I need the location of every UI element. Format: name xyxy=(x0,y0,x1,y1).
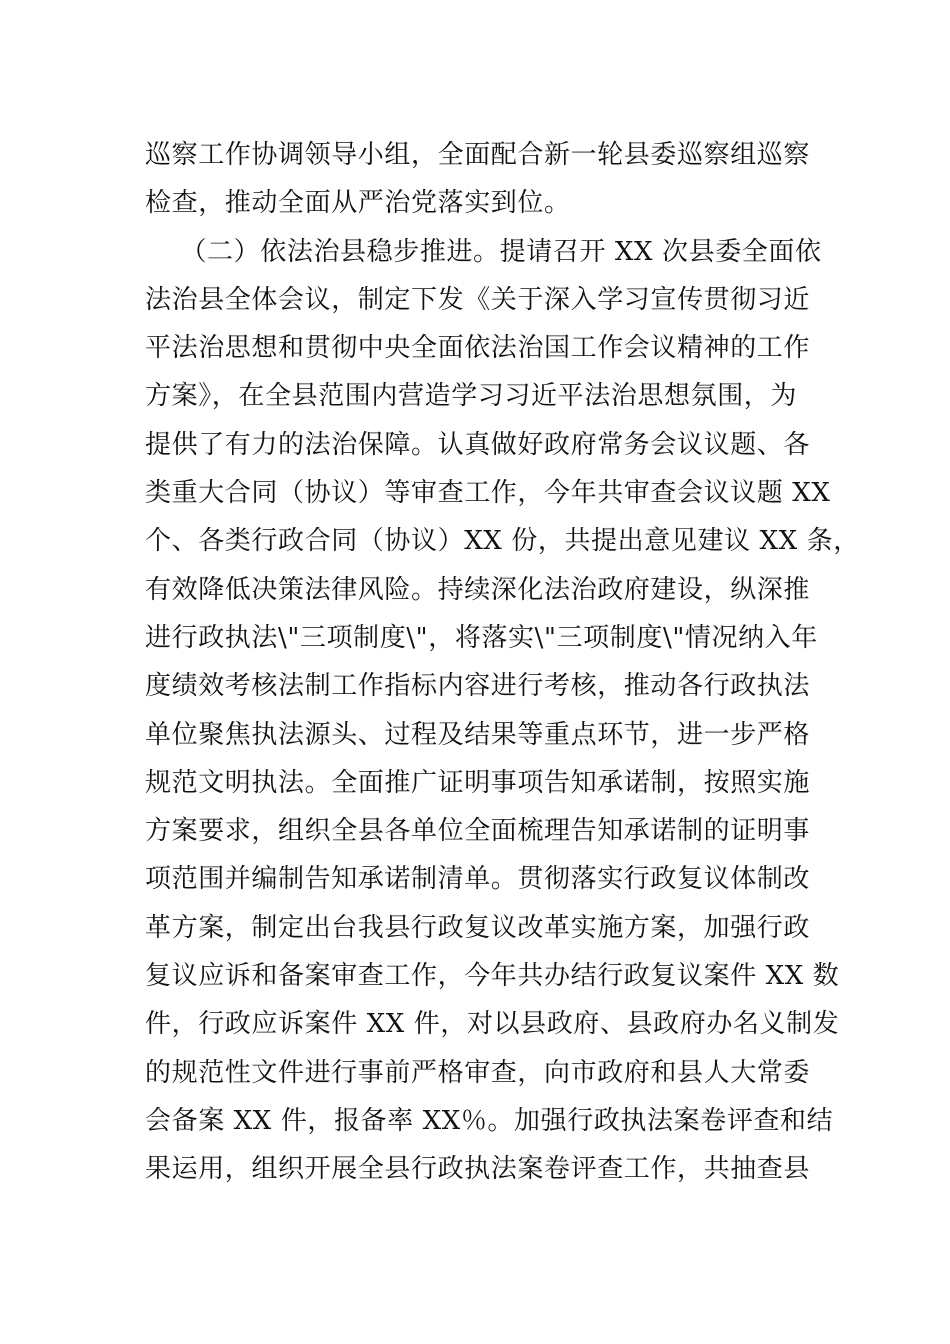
text-line: 方案》，在全县范围内营造学习习近平法治思想氛围，为 xyxy=(145,381,798,412)
text-line: 类重大合同（协议）等审查工作，今年共审查会议议题 XX xyxy=(145,478,831,509)
text-line: 复议应诉和备案审查工作，今年共办结行政复议案件 XX 数 xyxy=(145,961,840,992)
text-line: 度绩效考核法制工作指标内容进行考核，推动各行政执法 xyxy=(145,671,811,702)
text-line: 法治县全体会议，制定下发《关于深入学习宣传贯彻习近 xyxy=(145,284,811,315)
text-line: 单位聚焦执法源头、过程及结果等重点环节，进一步严格 xyxy=(145,719,811,750)
text-line: 项范围并编制告知承诺制清单。贯彻落实行政复议体制改 xyxy=(145,864,811,895)
text-line: 果运用，组织开展全县行政执法案卷评查工作，共抽查县 xyxy=(145,1154,811,1185)
text-line: 方案要求，组织全县各单位全面梳理告知承诺制的证明事 xyxy=(145,816,811,847)
text-line: 个、各类行政合同（协议）XX 份，共提出意见建议 XX 条， xyxy=(145,526,860,557)
text-line: 进行政执法\"三项制度\"，将落实\"三项制度\"情况纳入年 xyxy=(145,622,818,653)
text-line: 有效降低决策法律风险。持续深化法治政府建设，纵深推 xyxy=(145,574,811,605)
text-line: 平法治思想和贯彻中央全面依法治国工作会议精神的工作 xyxy=(145,333,811,364)
body-text xyxy=(145,131,860,1194)
text-line: 会备案 XX 件，报备率 XX％。加强行政执法案卷评查和结 xyxy=(145,1105,834,1136)
text-line: 件，行政应诉案件 XX 件，对以县政府、县政府办名义制发 xyxy=(145,1009,840,1040)
text-line: 巡察工作协调领导小组，全面配合新一轮县委巡察组巡察 xyxy=(145,140,811,170)
text-line: 提供了有力的法治保障。认真做好政府常务会议议题、各 xyxy=(145,429,811,460)
text-line: 检查，推动全面从严治党落实到位。 xyxy=(145,188,571,219)
text-line: 革方案，制定出台我县行政复议改革实施方案，加强行政 xyxy=(145,912,811,943)
text-line: 规范文明执法。全面推广证明事项告知承诺制，按照实施 xyxy=(145,767,811,798)
text-line: 的规范性文件进行事前严格审查，向市政府和县人大常委 xyxy=(145,1057,811,1088)
text-line: （二）依法治县稳步推进。提请召开 XX 次县委全面依 xyxy=(145,236,822,267)
